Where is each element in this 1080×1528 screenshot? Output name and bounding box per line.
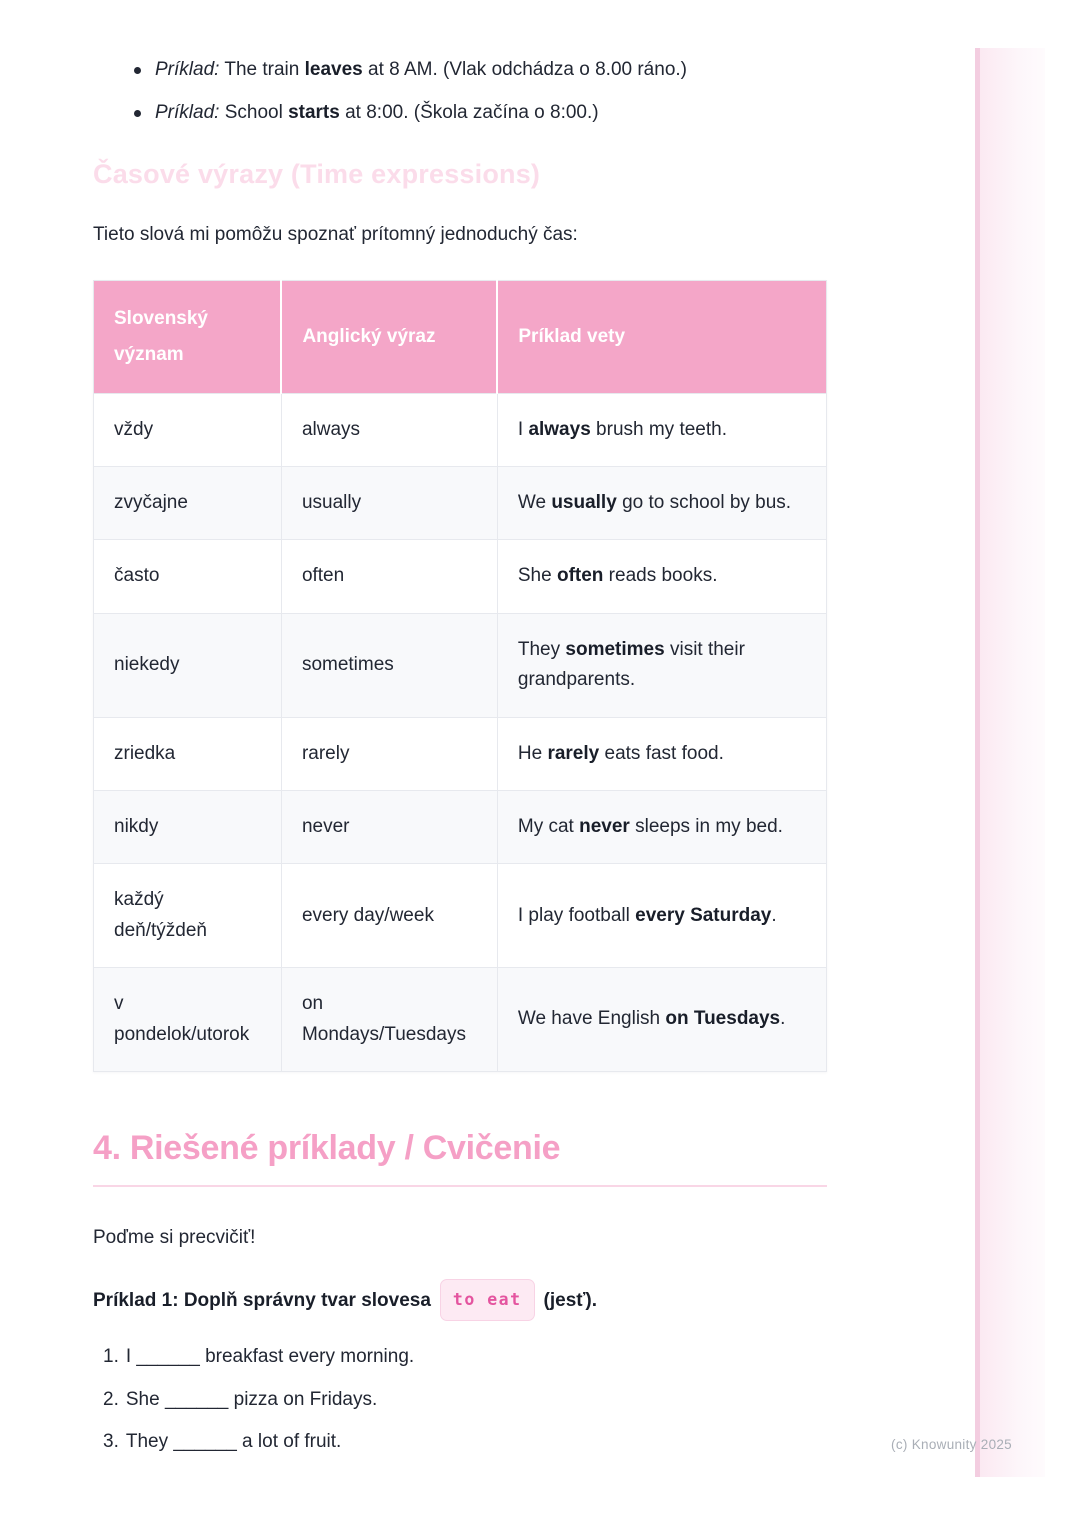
cell-english-term: rarely bbox=[281, 717, 497, 790]
bullet-dot-icon bbox=[134, 110, 141, 117]
table-row bbox=[94, 393, 827, 466]
sentence-pre: I play football bbox=[517, 904, 636, 926]
sentence-bold: usually bbox=[551, 492, 617, 514]
sentence-pre: We bbox=[517, 492, 552, 514]
cell-english-term: often bbox=[281, 540, 497, 613]
cell-english-term: every day/week bbox=[281, 864, 497, 968]
sentence-bold: on Tuesdays bbox=[665, 1008, 781, 1030]
cell-slovak-meaning: každý deň/týždeň bbox=[94, 864, 282, 968]
cell-example-sentence bbox=[497, 393, 826, 466]
cell-slovak-meaning: v pondelok/utorok bbox=[94, 968, 282, 1072]
task-text-post: (jesť). bbox=[543, 1289, 597, 1311]
sentence-post: . bbox=[780, 1008, 786, 1030]
table-row bbox=[94, 864, 827, 968]
cell-example-sentence bbox=[497, 613, 826, 717]
cell-example-sentence bbox=[497, 864, 826, 968]
sentence-post: sleeps in my bed. bbox=[629, 816, 783, 838]
table-row bbox=[94, 717, 827, 790]
table-header-row bbox=[94, 280, 827, 393]
item-number: 2. bbox=[103, 1388, 119, 1410]
sentence-pre: They bbox=[517, 638, 566, 660]
sentence-pre: My cat bbox=[517, 816, 580, 838]
table-header-english-term: Anglický výraz bbox=[281, 280, 497, 393]
cell-slovak-meaning: často bbox=[94, 540, 282, 613]
copyright-footer: (c) Knowunity 2025 bbox=[891, 1437, 1012, 1452]
example-text-bold: starts bbox=[288, 101, 340, 123]
exercise-item-3 bbox=[93, 1428, 827, 1457]
time-expressions-heading: Časové výrazy (Time expressions) bbox=[93, 159, 541, 189]
exercise-lead-text: Poďme si precvičiť! bbox=[93, 1227, 256, 1249]
table-row bbox=[94, 540, 827, 613]
sentence-pre: We have English bbox=[517, 1008, 666, 1030]
sentence-post: reads books. bbox=[603, 565, 718, 587]
sentence-post: brush my teeth. bbox=[590, 418, 727, 440]
example-text-pre: The train bbox=[219, 59, 305, 80]
example-bullet-list bbox=[93, 56, 827, 127]
example-bullet-1 bbox=[93, 56, 827, 85]
cell-slovak-meaning: zriedka bbox=[94, 717, 282, 790]
sentence-pre: He bbox=[517, 742, 548, 764]
cell-example-sentence bbox=[497, 717, 826, 790]
example-bullet-2 bbox=[93, 99, 827, 128]
table-row bbox=[94, 613, 827, 717]
table-row bbox=[94, 791, 827, 864]
cell-english-term: usually bbox=[281, 467, 497, 540]
intro-paragraph: Tieto slová mi pomôžu spoznať prítomný jednoduchý čas: bbox=[93, 224, 578, 245]
cell-example-sentence bbox=[497, 467, 826, 540]
example-label: Príklad: bbox=[155, 101, 220, 123]
exercise-item-2 bbox=[93, 1386, 827, 1415]
cell-english-term: sometimes bbox=[281, 613, 497, 717]
exercise-item-1 bbox=[93, 1343, 827, 1372]
sentence-bold: always bbox=[528, 418, 591, 440]
task-text-pre: Príklad 1: Doplň správny tvar slovesa bbox=[93, 1289, 431, 1311]
section-divider bbox=[93, 1185, 827, 1187]
table-row bbox=[94, 467, 827, 540]
example-text-post: at 8 AM. (Vlak odchádza o 8.00 ráno.) bbox=[362, 59, 687, 80]
cell-slovak-meaning: niekedy bbox=[94, 613, 282, 717]
sentence-post: visit their grandparents. bbox=[517, 638, 745, 691]
sentence-bold: never bbox=[579, 816, 630, 838]
sentence-bold: every Saturday bbox=[635, 904, 772, 926]
cell-english-term: never bbox=[281, 791, 497, 864]
table-header-example-sentence: Príklad vety bbox=[497, 280, 826, 393]
example-text-pre: School bbox=[219, 101, 289, 123]
document-content bbox=[93, 0, 827, 1457]
item-number: 1. bbox=[103, 1346, 119, 1368]
exercise-task-line bbox=[93, 1279, 827, 1321]
table-header-slovak-meaning: Slovenský význam bbox=[94, 280, 282, 393]
example-text-post: at 8:00. (Škola začína o 8:00.) bbox=[339, 101, 599, 123]
table-row bbox=[94, 968, 827, 1072]
page-edge-highlight bbox=[975, 48, 1045, 1477]
verb-code-badge: to eat bbox=[440, 1279, 535, 1321]
item-text: She ______ pizza on Fridays. bbox=[125, 1388, 378, 1410]
sentence-pre: I bbox=[517, 418, 529, 440]
section-4-heading: 4. Riešené príklady / Cvičenie bbox=[93, 1128, 561, 1167]
exercise-item-list bbox=[93, 1343, 827, 1457]
sentence-bold: rarely bbox=[547, 742, 600, 764]
sentence-bold: often bbox=[556, 565, 604, 587]
time-expressions-table bbox=[93, 280, 827, 1072]
bullet-dot-icon bbox=[134, 67, 141, 74]
cell-slovak-meaning: nikdy bbox=[94, 791, 282, 864]
sentence-post: eats fast food. bbox=[599, 742, 724, 764]
cell-slovak-meaning: vždy bbox=[94, 393, 282, 466]
cell-english-term: always bbox=[281, 393, 497, 466]
example-text-bold: leaves bbox=[304, 59, 363, 80]
sentence-post: go to school by bus. bbox=[616, 492, 792, 514]
cell-english-term: on Mondays/Tuesdays bbox=[281, 968, 497, 1072]
item-number: 3. bbox=[103, 1431, 119, 1453]
cell-slovak-meaning: zvyčajne bbox=[94, 467, 282, 540]
cell-example-sentence bbox=[497, 968, 826, 1072]
sentence-bold: sometimes bbox=[565, 638, 665, 660]
sentence-pre: She bbox=[517, 565, 557, 587]
item-text: They ______ a lot of fruit. bbox=[125, 1431, 342, 1453]
sentence-post: . bbox=[771, 904, 777, 926]
example-label: Príklad: bbox=[155, 59, 220, 80]
cell-example-sentence bbox=[497, 540, 826, 613]
item-text: I ______ breakfast every morning. bbox=[125, 1346, 415, 1368]
cell-example-sentence bbox=[497, 791, 826, 864]
